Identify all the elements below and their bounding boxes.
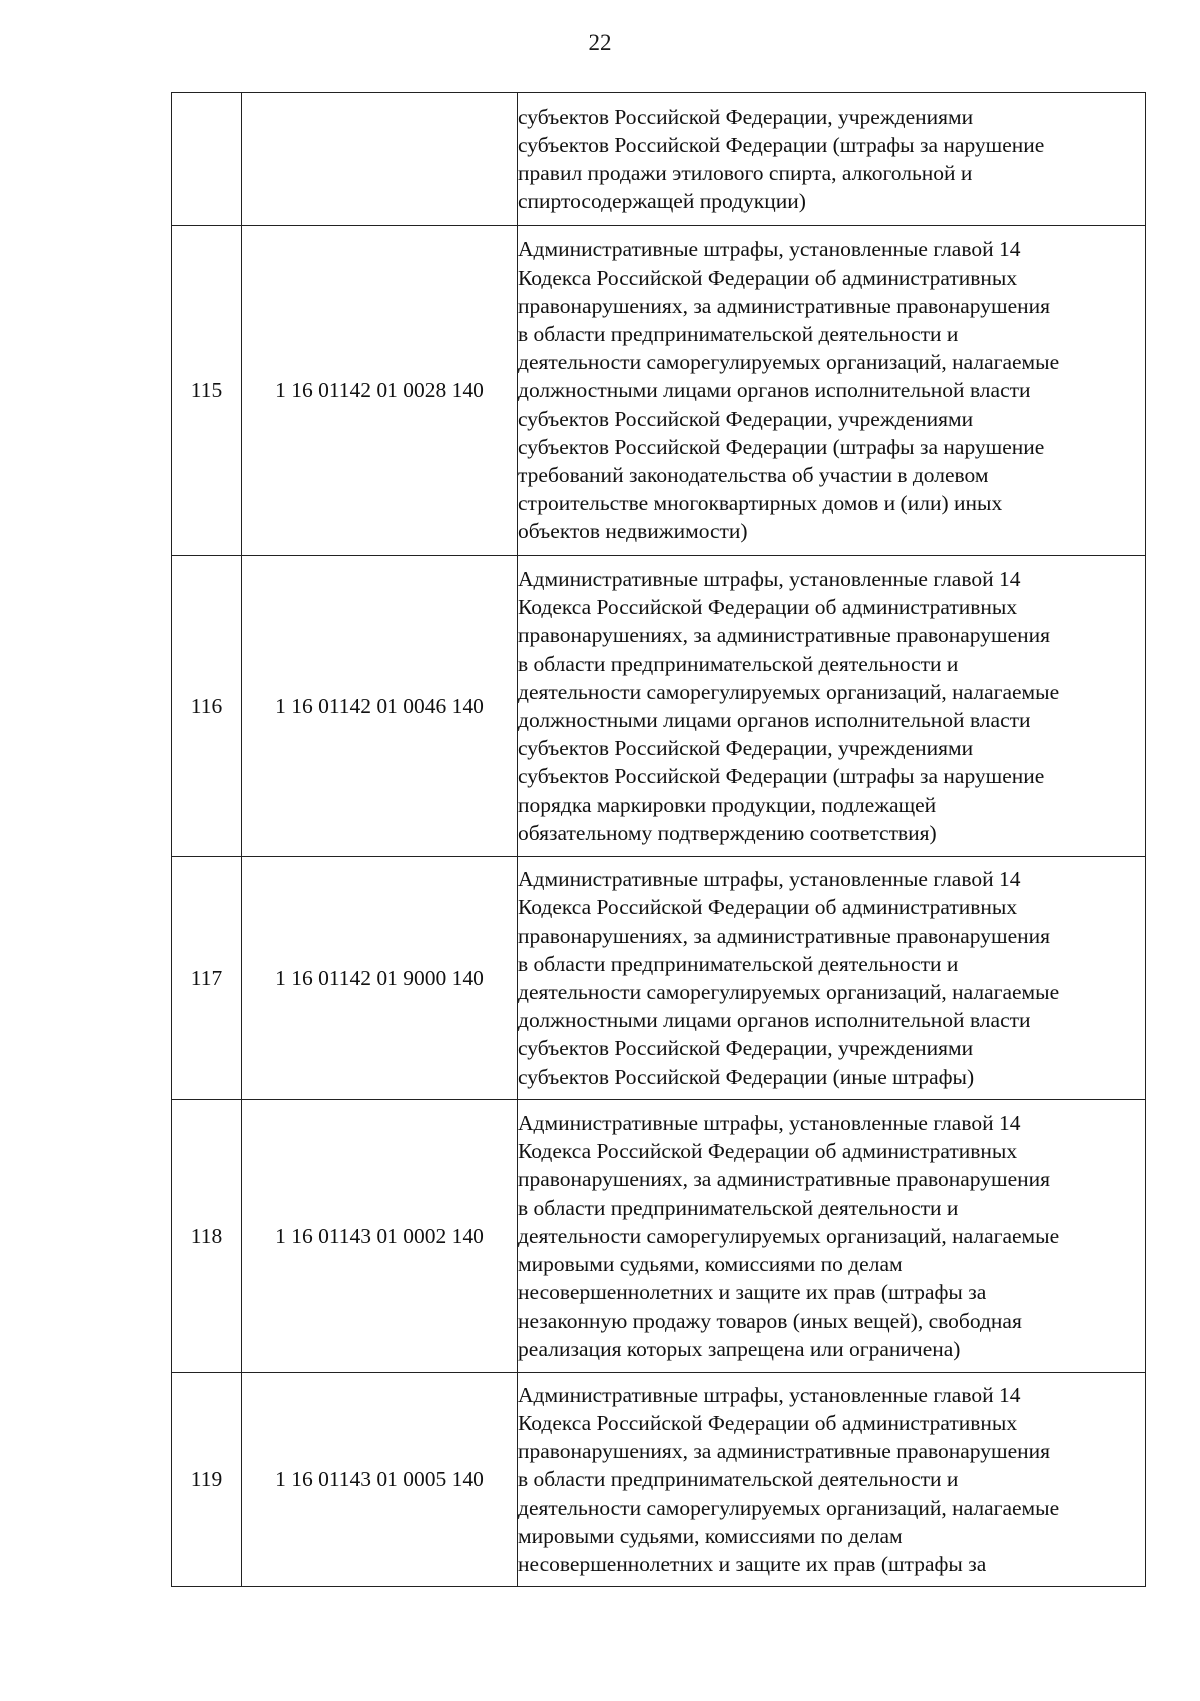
description-cell [518,1100,1146,1373]
description-cell [518,1373,1146,1587]
description-line: несовершеннолетних и защите их прав (штрафы за [518,1280,987,1305]
description-line: субъектов Российской Федерации (штрафы за нарушение [518,434,1045,459]
description-line: объектов недвижимости) [518,519,748,544]
description-line: незаконную продажу товаров (иных вещей), свободная [518,1308,1022,1333]
description-line: Кодекса Российской Федерации об административных [518,895,1018,920]
table-row [172,226,1146,556]
description-cell [518,93,1146,226]
description-line: Кодекса Российской Федерации об административных [518,1410,1018,1435]
description-line: правонарушениях, за административные правонарушения [518,923,1051,948]
page-number: 22 [588,30,612,55]
description-line: деятельности саморегулируемых организаций, налагаемые [518,350,1060,375]
description-line: правил продажи этилового спирта, алкогольной и [518,161,973,185]
description-line: Административные штрафы, установленные главой 14 [518,867,1021,892]
row-number-cell: 118 [172,1100,242,1373]
description-line: в области предпринимательской деятельности и [518,651,959,676]
description-line: в области предпринимательской деятельности и [518,321,959,346]
budget-code-table [171,92,1146,1587]
description-line: реализация которых запрещена или ограничена) [518,1336,961,1361]
row-number-cell [172,93,242,226]
description-line: мировыми судьями, комиссиями по делам [518,1523,903,1548]
description-line: требований законодательства об участии в долевом [518,463,989,487]
description-line: в области предпринимательской деятельности и [518,1195,959,1220]
description-line: мировыми судьями, комиссиями по делам [518,1252,903,1277]
table-row [172,1373,1146,1587]
budget-code-cell: 1 16 01142 01 9000 140 [242,857,518,1100]
description-line: Административные штрафы, установленные главой 14 [518,1111,1021,1136]
description-line: деятельности саморегулируемых организаций, налагаемые [518,980,1060,1004]
description-line: должностными лицами органов исполнительной власти [518,1008,1031,1033]
description-line: деятельности саморегулируемых организаций, налагаемые [518,679,1060,704]
table-row [172,556,1146,857]
row-number-cell: 116 [172,556,242,857]
description-line: правонарушениях, за административные правонарушения [518,1167,1051,1192]
description-line: деятельности саморегулируемых организаций, налагаемые [518,1495,1060,1520]
table-body [172,93,1146,1587]
description-cell [518,857,1146,1100]
budget-code-cell: 1 16 01143 01 0005 140 [242,1373,518,1587]
description-line: Административные штрафы, установленные главой 14 [518,237,1021,262]
description-line: в области предпринимательской деятельности и [518,951,959,976]
description-line: Кодекса Российской Федерации об административных [518,1139,1018,1164]
description-cell [518,556,1146,857]
budget-code-cell: 1 16 01142 01 0046 140 [242,556,518,857]
row-number-cell: 115 [172,226,242,556]
description-line: субъектов Российской Федерации (штрафы за нарушение [518,764,1045,789]
description-line: субъектов Российской Федерации (штрафы за нарушение [518,132,1045,157]
table-row [172,857,1146,1100]
description-line: спиртосодержащей продукции) [518,189,806,214]
row-number-cell: 119 [172,1373,242,1587]
description-line: субъектов Российской Федерации, учреждениями [518,104,974,129]
description-line: Административные штрафы, установленные главой 14 [518,1382,1021,1407]
description-line: должностными лицами органов исполнительной власти [518,378,1031,403]
description-line: Кодекса Российской Федерации об административных [518,265,1018,290]
description-line: деятельности саморегулируемых организаций, налагаемые [518,1223,1060,1248]
description-line: Кодекса Российской Федерации об административных [518,595,1018,620]
description-line: в области предпринимательской деятельности и [518,1467,959,1492]
description-line: должностными лицами органов исполнительной власти [518,708,1031,732]
description-line: субъектов Российской Федерации, учреждениями [518,1036,974,1061]
description-line: порядка маркировки продукции, подлежащей [518,792,937,817]
description-line: субъектов Российской Федерации (иные штрафы) [518,1064,975,1089]
budget-code-cell: 1 16 01143 01 0002 140 [242,1100,518,1373]
description-line: субъектов Российской Федерации, учреждениями [518,736,974,761]
description-line: правонарушениях, за административные правонарушения [518,1439,1051,1464]
row-number-cell: 117 [172,857,242,1100]
budget-code-cell [242,93,518,226]
description-cell [518,226,1146,556]
description-line: субъектов Российской Федерации, учреждениями [518,406,974,431]
description-line: обязательному подтверждению соответствия) [518,820,937,845]
description-line: Административные штрафы, установленные главой 14 [518,566,1021,591]
table-row [172,1100,1146,1373]
budget-code-cell: 1 16 01142 01 0028 140 [242,226,518,556]
description-line: правонарушениях, за административные правонарушения [518,623,1051,648]
description-line: несовершеннолетних и защите их прав (штрафы за [518,1552,987,1576]
description-line: правонарушениях, за административные правонарушения [518,293,1051,318]
description-line: строительстве многоквартирных домов и (или) иных [518,491,1003,516]
table-row [172,93,1146,226]
